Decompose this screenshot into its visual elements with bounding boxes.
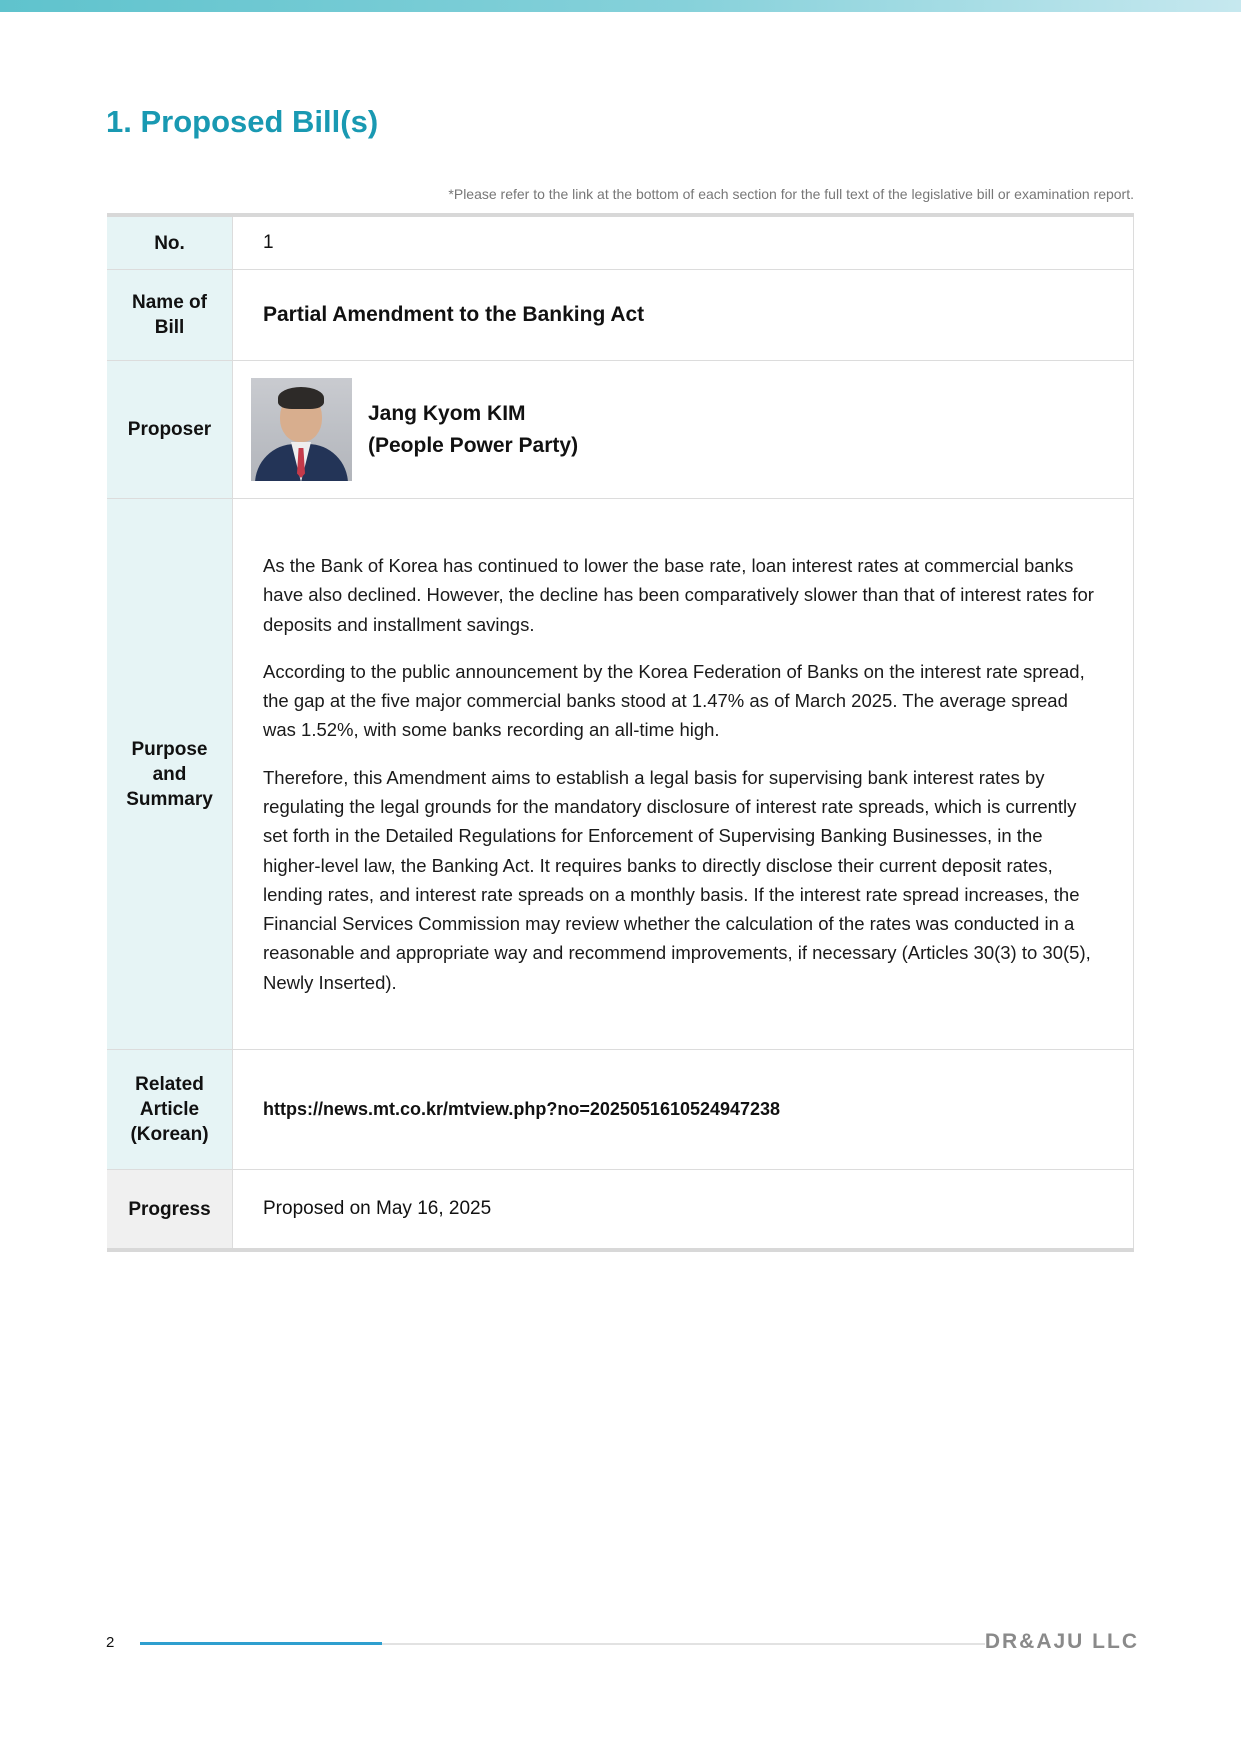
table-row-name xyxy=(107,270,1134,361)
value-no: 1 xyxy=(233,215,1134,270)
proposer-block xyxy=(251,378,1105,481)
label-name-of-bill xyxy=(107,270,233,361)
value-bill-name: Partial Amendment to the Banking Act xyxy=(233,270,1134,361)
proposer-name: Jang Kyom KIM xyxy=(368,401,526,425)
table-row-progress xyxy=(107,1170,1134,1251)
value-related-article xyxy=(233,1050,1134,1170)
top-accent-bar xyxy=(0,0,1241,12)
label-name-of-bill-text: Name of Bill xyxy=(132,292,207,338)
purpose-paragraph: Therefore, this Amendment aims to establish a legal basis for supervising bank interest rates by regulating the legal grounds for the mandatory disclosure of interest rate spreads, which is currently set forth in the Detailed Regulations for Enforcement of Supervising Banking Businesses, in the higher-level law, the Banking Act. It requires banks to directly disclose their current deposit rates, lending rates, and interest rate spreads on a monthly basis. If the interest rate spread increases, the Financial Services Commission may review whether the calculation of the rates was conducted in a reasonable and appropriate way and recommend improvements, if necessary (Articles 30(3) to 30(5), Newly Inserted). xyxy=(263,766,1091,993)
footer-accent-line xyxy=(140,1642,382,1645)
page-number: 2 xyxy=(106,1634,115,1651)
table-row-purpose xyxy=(107,499,1134,1050)
label-no: No. xyxy=(107,215,233,270)
section-title: 1. Proposed Bill(s) xyxy=(106,104,379,139)
table-row-related xyxy=(107,1050,1134,1170)
label-related-article-text: Related Article (Korean) xyxy=(130,1074,209,1145)
table-row-proposer xyxy=(107,361,1134,499)
purpose-paragraph: According to the public announcement by the Korea Federation of Banks on the interest rate spread, the gap at the five major commercial banks stood at 1.47% as of March 2025. The average spread was 1.52%, with some banks recording an all-time high. xyxy=(263,660,1085,741)
proposer-party: (People Power Party) xyxy=(368,433,579,457)
table-row-no xyxy=(107,215,1134,270)
value-purpose xyxy=(233,499,1134,1050)
label-proposer: Proposer xyxy=(107,361,233,499)
proposer-photo xyxy=(251,378,352,481)
brand-logo: DR&AJU LLC xyxy=(984,1630,1139,1653)
label-progress: Progress xyxy=(107,1170,233,1251)
related-article-link[interactable]: https://news.mt.co.kr/mtview.php?no=2025051610524947238 xyxy=(263,1098,781,1119)
purpose-paragraph: As the Bank of Korea has continued to lower the base rate, loan interest rates at commercial banks have also declined. However, the decline has been comparatively slower than that of interest rates for deposits and installment savings. xyxy=(263,554,1094,635)
label-related-article xyxy=(107,1050,233,1170)
value-proposer xyxy=(233,361,1134,499)
proposer-text xyxy=(368,398,578,462)
label-purpose-text: Purpose and Summary xyxy=(126,738,213,810)
value-progress: Proposed on May 16, 2025 xyxy=(233,1170,1134,1251)
bill-table xyxy=(107,213,1134,1252)
label-purpose xyxy=(107,499,233,1050)
reference-note: *Please refer to the link at the bottom of each section for the full text of the legislative bill or examination report. xyxy=(448,186,1134,202)
